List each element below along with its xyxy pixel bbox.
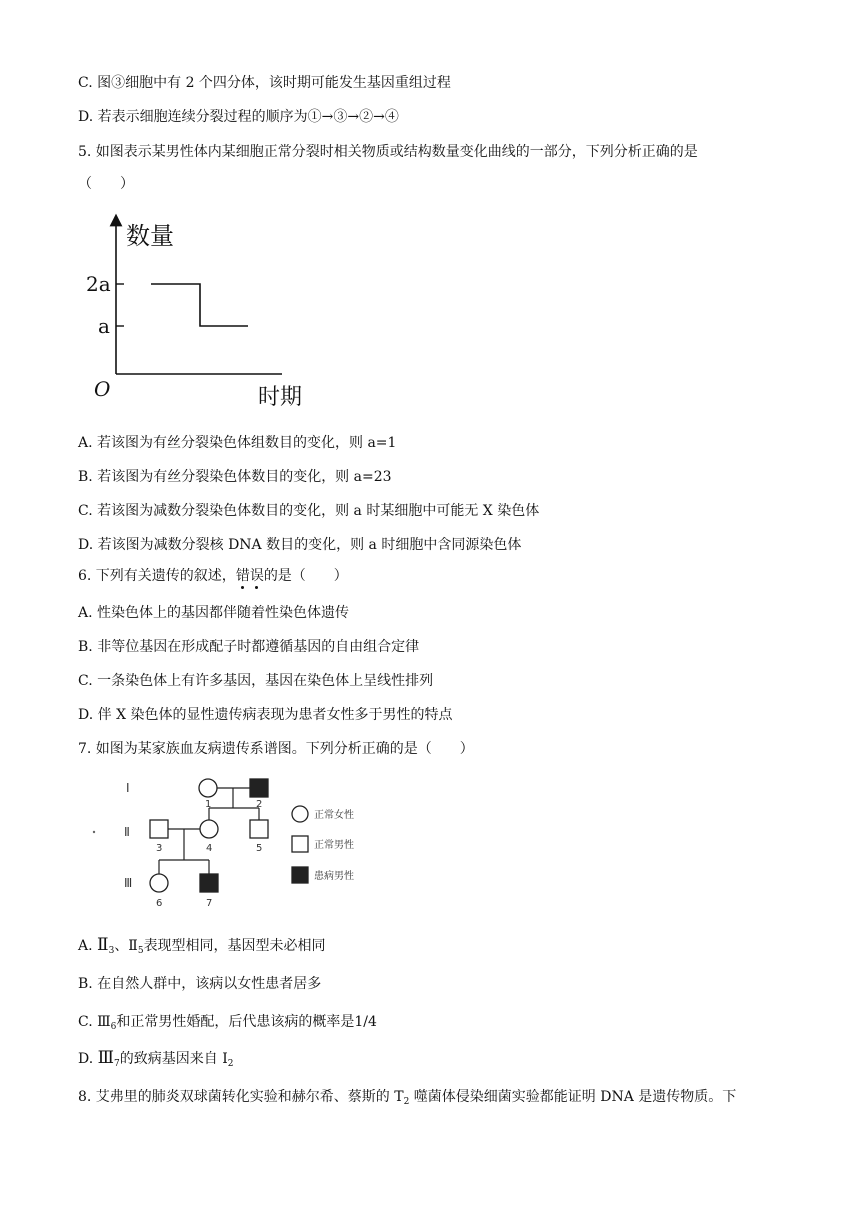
individual-6: [150, 874, 168, 892]
individual-4-number: 4: [206, 843, 213, 854]
option-q6-a: A. 性染色体上的基因都伴随着性染色体遗传: [78, 605, 350, 621]
option-q6-c: C. 一条染色体上有许多基因，基因在染色体上呈线性排列: [78, 673, 434, 689]
individual-2: [250, 779, 268, 797]
pedigree-chart: [88, 766, 408, 916]
option-q4-d: D. 若表示细胞连续分裂过程的顺序为①→③→②→④: [78, 109, 399, 125]
individual-3: [150, 820, 168, 838]
series-line: [151, 284, 248, 326]
option-q4-c: C. 图③细胞中有 2 个四分体，该时期可能发生基因重组过程: [78, 75, 451, 91]
question-6: 6. 下列有关遗传的叙述，错误的是（ ）: [78, 568, 348, 584]
option-q5-b: B. 若该图为有丝分裂染色体数目的变化，则 a=23: [78, 469, 392, 485]
option-q7-b: B. 在自然人群中，该病以女性患者居多: [78, 976, 322, 992]
origin-label: O: [94, 377, 111, 401]
individual-7-number: 7: [206, 898, 213, 909]
individual-5: [250, 820, 268, 838]
individual-6-number: 6: [156, 898, 163, 909]
option-q5-d: D. 若该图为减数分裂核 DNA 数目的变化，则 a 时细胞中含同源染色体: [78, 537, 522, 553]
question-5: 5. 如图表示某男性体内某细胞正常分裂时相关物质或结构数量变化曲线的一部分，下列分析正确的是: [78, 144, 698, 160]
generation-label-2: Ⅱ: [124, 825, 130, 839]
individual-1-number: 1: [205, 799, 212, 810]
question-5-paren: （ ）: [78, 176, 134, 192]
option-q7-d: D. $Ⅲ_7$的致病基因来自 $Ⅰ_2$: [78, 1048, 234, 1069]
legend-male-symbol: [292, 836, 308, 852]
option-q6-d: D. 伴 X 染色体的显性遗传病表现为患者女性多于男性的特点: [78, 707, 453, 723]
question-8: 8. 艾弗里的肺炎双球菌转化实验和赫尔希、蔡斯的 $T_2$ 噬菌体侵染细菌实验都能证明 DNA 是遗传物质。下: [78, 1089, 737, 1107]
option-q5-a: A. 若该图为有丝分裂染色体组数目的变化，则 a=1: [78, 435, 397, 451]
individual-1: [199, 779, 217, 797]
option-q5-c: C. 若该图为减数分裂染色体数目的变化，则 a 时某细胞中可能无 X 染色体: [78, 503, 540, 519]
option-q7-c: C. $Ⅲ_6$和正常男性婚配，后代患该病的概率是1/4: [78, 1014, 377, 1032]
generation-label-3: Ⅲ: [124, 876, 133, 890]
individual-3-number: 3: [156, 843, 163, 854]
individual-7: [200, 874, 218, 892]
legend-affected-symbol: [292, 867, 308, 883]
legend-female-label: 正常女性: [314, 810, 354, 821]
individual-5-number: 5: [256, 843, 263, 854]
legend-affected-label: 患病男性: [314, 871, 354, 882]
legend-female-symbol: [292, 806, 308, 822]
generation-label-1: Ⅰ: [126, 781, 130, 795]
quantity-graph: [82, 210, 322, 420]
legend-male-label: 正常男性: [314, 840, 354, 851]
tick-label-a: a: [98, 314, 110, 338]
individual-2-number: 2: [256, 799, 263, 810]
question-7: 7. 如图为某家族血友病遗传系谱图。下列分析正确的是（ ）: [78, 741, 474, 757]
y-axis-label: 数量: [126, 222, 174, 250]
individual-4: [200, 820, 218, 838]
x-axis-label: 时期: [258, 385, 303, 410]
tick-label-2a: 2a: [86, 272, 111, 296]
option-q7-a: A. $Ⅱ_3$、$Ⅱ_5$表现型相同，基因型未必相同: [78, 935, 326, 956]
option-q6-b: B. 非等位基因在形成配子时都遵循基因的自由组合定律: [78, 639, 420, 655]
